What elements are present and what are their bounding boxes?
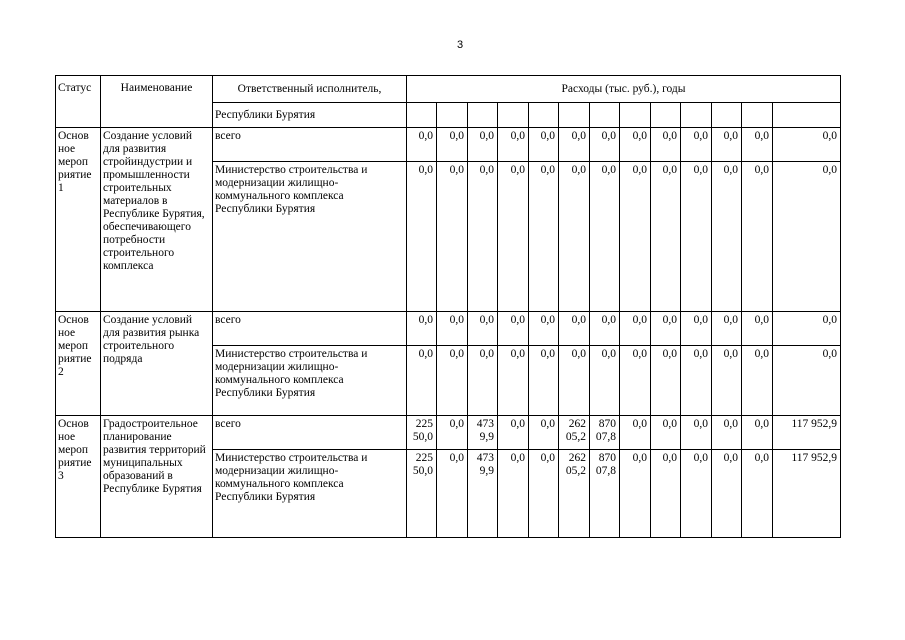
value-cell: 0,0 bbox=[712, 312, 742, 346]
header-status: Статус bbox=[56, 76, 101, 128]
value-cell: 225 50,0 bbox=[407, 450, 437, 538]
value-cell: 0,0 bbox=[590, 346, 620, 416]
value-cell: 0,0 bbox=[681, 450, 712, 538]
status-cell: Основ ное мероп риятие 2 bbox=[56, 312, 101, 416]
value-cell: 0,0 bbox=[498, 450, 529, 538]
year-cell bbox=[559, 103, 590, 128]
value-cell: 262 05,2 bbox=[559, 450, 590, 538]
value-cell: 0,0 bbox=[712, 162, 742, 312]
total-year-cell bbox=[773, 103, 841, 128]
status-cell: Основ ное мероп риятие 1 bbox=[56, 128, 101, 312]
year-cell bbox=[742, 103, 773, 128]
year-cell bbox=[651, 103, 681, 128]
year-cell bbox=[529, 103, 559, 128]
header-executor-cont: Республики Бурятия bbox=[213, 103, 407, 128]
value-cell: 0,0 bbox=[651, 346, 681, 416]
value-cell: 0,0 bbox=[529, 128, 559, 162]
value-cell: 0,0 bbox=[712, 346, 742, 416]
measure-name-cell: Создание условий для развития рынка строительного подряда bbox=[101, 312, 213, 416]
value-cell: 0,0 bbox=[498, 312, 529, 346]
value-cell: 0,0 bbox=[620, 346, 651, 416]
value-cell: 0,0 bbox=[559, 128, 590, 162]
value-cell: 0,0 bbox=[437, 450, 468, 538]
value-cell: 0,0 bbox=[468, 128, 498, 162]
value-cell: 0,0 bbox=[590, 128, 620, 162]
value-cell: 0,0 bbox=[620, 128, 651, 162]
year-cell bbox=[468, 103, 498, 128]
value-cell: 0,0 bbox=[498, 416, 529, 450]
measure-name-cell: Градостроительное планирование развития территорий муниципальных образований в Республике Бурятия bbox=[101, 416, 213, 538]
value-cell: 0,0 bbox=[437, 416, 468, 450]
value-cell: 0,0 bbox=[742, 416, 773, 450]
value-cell: 0,0 bbox=[681, 312, 712, 346]
value-cell: 0,0 bbox=[742, 312, 773, 346]
value-cell: 870 07,8 bbox=[590, 416, 620, 450]
value-cell: 0,0 bbox=[437, 312, 468, 346]
value-cell: 0,0 bbox=[529, 346, 559, 416]
value-cell: 0,0 bbox=[468, 162, 498, 312]
year-cell bbox=[681, 103, 712, 128]
expenses-table bbox=[55, 75, 841, 538]
value-cell: 262 05,2 bbox=[559, 416, 590, 450]
value-cell: 0,0 bbox=[742, 346, 773, 416]
value-cell: 0,0 bbox=[590, 312, 620, 346]
year-cell bbox=[407, 103, 437, 128]
value-cell: 0,0 bbox=[407, 162, 437, 312]
value-cell: 0,0 bbox=[529, 450, 559, 538]
status-cell: Основ ное мероп риятие 3 bbox=[56, 416, 101, 538]
page-number: 3 bbox=[456, 39, 464, 51]
value-cell: 0,0 bbox=[468, 312, 498, 346]
value-cell: 0,0 bbox=[651, 416, 681, 450]
year-cell bbox=[437, 103, 468, 128]
value-cell: 0,0 bbox=[712, 416, 742, 450]
value-cell: 0,0 bbox=[651, 450, 681, 538]
value-cell: 0,0 bbox=[620, 416, 651, 450]
value-cell: 0,0 bbox=[681, 162, 712, 312]
year-cell bbox=[620, 103, 651, 128]
value-cell: 0,0 bbox=[559, 162, 590, 312]
value-cell: 0,0 bbox=[742, 128, 773, 162]
executor-cell: Министерство строительства и модернизации жилищно-коммунального комплекса Республики Бурятия bbox=[213, 346, 407, 416]
value-cell: 0,0 bbox=[590, 162, 620, 312]
value-cell: 0,0 bbox=[498, 128, 529, 162]
executor-cell: всего bbox=[213, 312, 407, 346]
total-cell: 0,0 bbox=[773, 346, 841, 416]
value-cell: 0,0 bbox=[620, 312, 651, 346]
value-cell: 0,0 bbox=[681, 346, 712, 416]
value-cell: 0,0 bbox=[529, 312, 559, 346]
value-cell: 225 50,0 bbox=[407, 416, 437, 450]
value-cell: 0,0 bbox=[498, 346, 529, 416]
value-cell: 0,0 bbox=[529, 416, 559, 450]
header-executor: Ответственный исполнитель, bbox=[213, 76, 407, 103]
value-cell: 0,0 bbox=[620, 162, 651, 312]
value-cell: 0,0 bbox=[742, 162, 773, 312]
table-row bbox=[56, 128, 841, 162]
header-expenses: Расходы (тыс. руб.), годы bbox=[407, 76, 841, 103]
value-cell: 0,0 bbox=[407, 346, 437, 416]
header-row bbox=[56, 76, 841, 103]
value-cell: 0,0 bbox=[407, 312, 437, 346]
value-cell: 0,0 bbox=[559, 346, 590, 416]
total-cell: 0,0 bbox=[773, 162, 841, 312]
value-cell: 0,0 bbox=[651, 128, 681, 162]
value-cell: 0,0 bbox=[468, 346, 498, 416]
value-cell: 870 07,8 bbox=[590, 450, 620, 538]
value-cell: 0,0 bbox=[681, 128, 712, 162]
value-cell: 0,0 bbox=[742, 450, 773, 538]
year-cell bbox=[590, 103, 620, 128]
executor-cell: всего bbox=[213, 416, 407, 450]
executor-cell: Министерство строительства и модернизации жилищно-коммунального комплекса Республики Бурятия bbox=[213, 450, 407, 538]
value-cell: 0,0 bbox=[651, 312, 681, 346]
measure-name-cell: Создание условий для развития стройиндустрии и промышленности строительных материалов в Республике Бурятия, обеспечивающего потребности строительного комплекса bbox=[101, 128, 213, 312]
value-cell: 473 9,9 bbox=[468, 416, 498, 450]
value-cell: 0,0 bbox=[712, 450, 742, 538]
year-cell bbox=[498, 103, 529, 128]
table-row bbox=[56, 416, 841, 450]
value-cell: 0,0 bbox=[498, 162, 529, 312]
year-cell bbox=[712, 103, 742, 128]
total-cell: 117 952,9 bbox=[773, 450, 841, 538]
total-cell: 0,0 bbox=[773, 128, 841, 162]
total-cell: 117 952,9 bbox=[773, 416, 841, 450]
value-cell: 0,0 bbox=[712, 128, 742, 162]
executor-cell: всего bbox=[213, 128, 407, 162]
table-row bbox=[56, 312, 841, 346]
executor-cell: Министерство строительства и модернизации жилищно-коммунального комплекса Республики Бурятия bbox=[213, 162, 407, 312]
value-cell: 0,0 bbox=[559, 312, 590, 346]
value-cell: 0,0 bbox=[437, 128, 468, 162]
value-cell: 0,0 bbox=[529, 162, 559, 312]
header-name: Наименование bbox=[101, 76, 213, 128]
value-cell: 0,0 bbox=[681, 416, 712, 450]
value-cell: 473 9,9 bbox=[468, 450, 498, 538]
value-cell: 0,0 bbox=[437, 346, 468, 416]
total-cell: 0,0 bbox=[773, 312, 841, 346]
value-cell: 0,0 bbox=[620, 450, 651, 538]
value-cell: 0,0 bbox=[437, 162, 468, 312]
value-cell: 0,0 bbox=[651, 162, 681, 312]
value-cell: 0,0 bbox=[407, 128, 437, 162]
